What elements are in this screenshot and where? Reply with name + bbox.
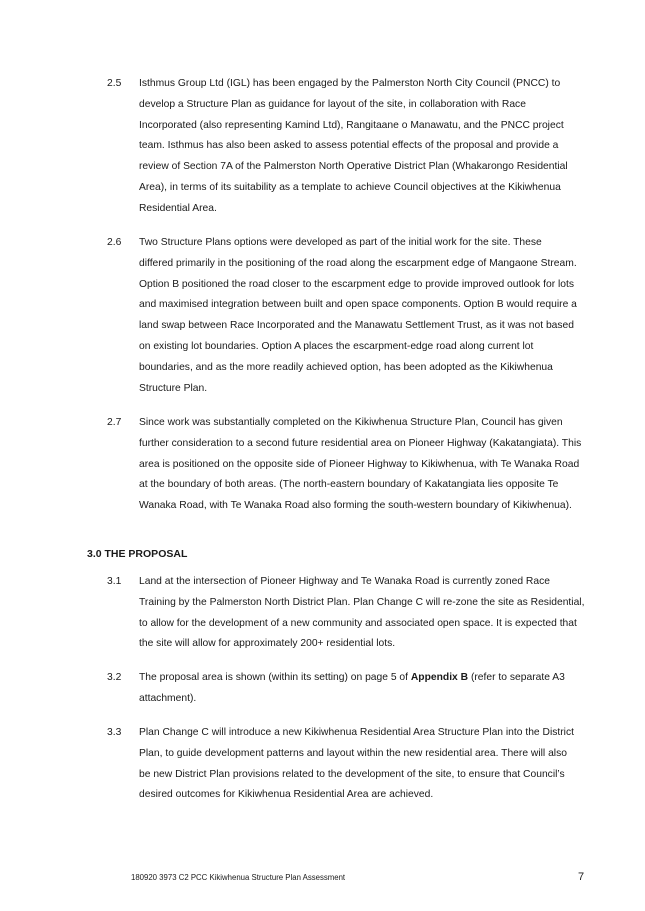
text-line: Area), in terms of its suitability as a template to achieve Council objectives at the Kikiwhenua xyxy=(139,181,561,193)
text-line: Incorporated (also representing Kamind Ltd), Rangitaane o Manawatu, and the PNCC project xyxy=(139,119,564,131)
text-line: boundaries, and as the more readily achieved option, has been adopted as the Kikiwhenua xyxy=(139,361,553,373)
text-line: Training by the Palmerston North District Plan. Plan Change C will re-zone the site as Residential, xyxy=(139,596,585,608)
paragraph-text xyxy=(139,74,609,220)
text-line: the site will allow for approximately 200+ residential lots. xyxy=(139,638,396,650)
text-line: land swap between Race Incorporated and the Manawatu Settlement Trust, as it was not based xyxy=(139,320,575,332)
paragraph-number: 2.6 xyxy=(107,237,122,248)
text-line: Plan, to guide development patterns and layout within the new residential area. There will also xyxy=(139,747,567,759)
paragraph-text xyxy=(139,572,609,655)
paragraph-number: 3.1 xyxy=(107,576,122,587)
text-line xyxy=(139,668,609,689)
paragraph-text xyxy=(139,413,609,517)
text-line: desired outcomes for Kikiwhenua Residential Area are achieved. xyxy=(139,789,434,801)
text-line: and maximised integration between built and open space components. Option B would require a xyxy=(139,299,577,311)
text-line: at the boundary of both areas. (The north-eastern boundary of Kakatangiata lies opposite Te xyxy=(139,479,559,491)
paragraph-text xyxy=(139,233,609,399)
text-run: The proposal area is shown (within its setting) on page 5 of xyxy=(139,672,411,683)
text-line: Wanaka Road, with Te Wanaka Road also forming the south-western boundary of Kikiwhenua). xyxy=(139,500,572,512)
paragraph-number: 3.3 xyxy=(107,727,122,738)
paragraph-text xyxy=(139,668,609,710)
text-line: differed primarily in the positioning of the road along the escarpment edge of Mangaone Stream. xyxy=(139,257,577,269)
paragraph-number: 3.2 xyxy=(107,672,122,683)
text-line: review of Section 7A of the Palmerston North Operative District Plan (Whakarongo Residential xyxy=(139,161,568,173)
text-run: (refer to separate A3 xyxy=(468,672,565,683)
page-number: 7 xyxy=(578,871,585,883)
text-line: on existing lot boundaries. Option A places the escarpment-edge road along current lot xyxy=(139,340,534,352)
text-line: Land at the intersection of Pioneer Highway and Te Wanaka Road is currently zoned Race xyxy=(139,576,550,587)
text-line: attachment). xyxy=(139,692,197,704)
paragraph-number: 2.7 xyxy=(107,417,122,428)
text-line: Two Structure Plans options were developed as part of the initial work for the site. These xyxy=(139,237,542,248)
text-line: further consideration to a second future residential area on Pioneer Highway (Kakatangiata). This xyxy=(139,437,582,449)
text-line: Structure Plan. xyxy=(139,382,208,394)
text-line: Option B positioned the road closer to the escarpment edge to provide improved outlook for lots xyxy=(139,278,575,290)
footer-document-reference: 180920 3973 C2 PCC Kikiwhenua Structure Plan Assessment xyxy=(131,873,346,882)
text-line: team. Isthmus has also been asked to assess potential effects of the proposal and provide a xyxy=(139,140,559,152)
appendix-reference: Appendix B xyxy=(410,672,469,683)
text-line: develop a Structure Plan as guidance for layout of the site, in collaboration with Race xyxy=(139,98,526,110)
text-line: Residential Area. xyxy=(139,202,217,214)
text-line: area is positioned on the opposite side of Pioneer Highway to Kikiwhenua, with Te Wanaka Road xyxy=(139,458,580,470)
text-line: be new District Plan provisions related to the development of the site, to ensure that Council’s xyxy=(139,768,565,780)
text-line: Since work was substantially completed on the Kikiwhenua Structure Plan, Council has given xyxy=(139,417,563,428)
section-heading: 3.0 THE PROPOSAL xyxy=(87,548,188,560)
paragraph-number: 2.5 xyxy=(107,78,122,89)
text-line: Plan Change C will introduce a new Kikiwhenua Residential Area Structure Plan into the District xyxy=(139,727,574,738)
text-line: to allow for the development of a new community and associated open space. It is expected that xyxy=(139,617,577,629)
paragraph-text xyxy=(139,723,609,806)
text-line: Isthmus Group Ltd (IGL) has been engaged by the Palmerston North City Council (PNCC) to xyxy=(139,78,561,89)
